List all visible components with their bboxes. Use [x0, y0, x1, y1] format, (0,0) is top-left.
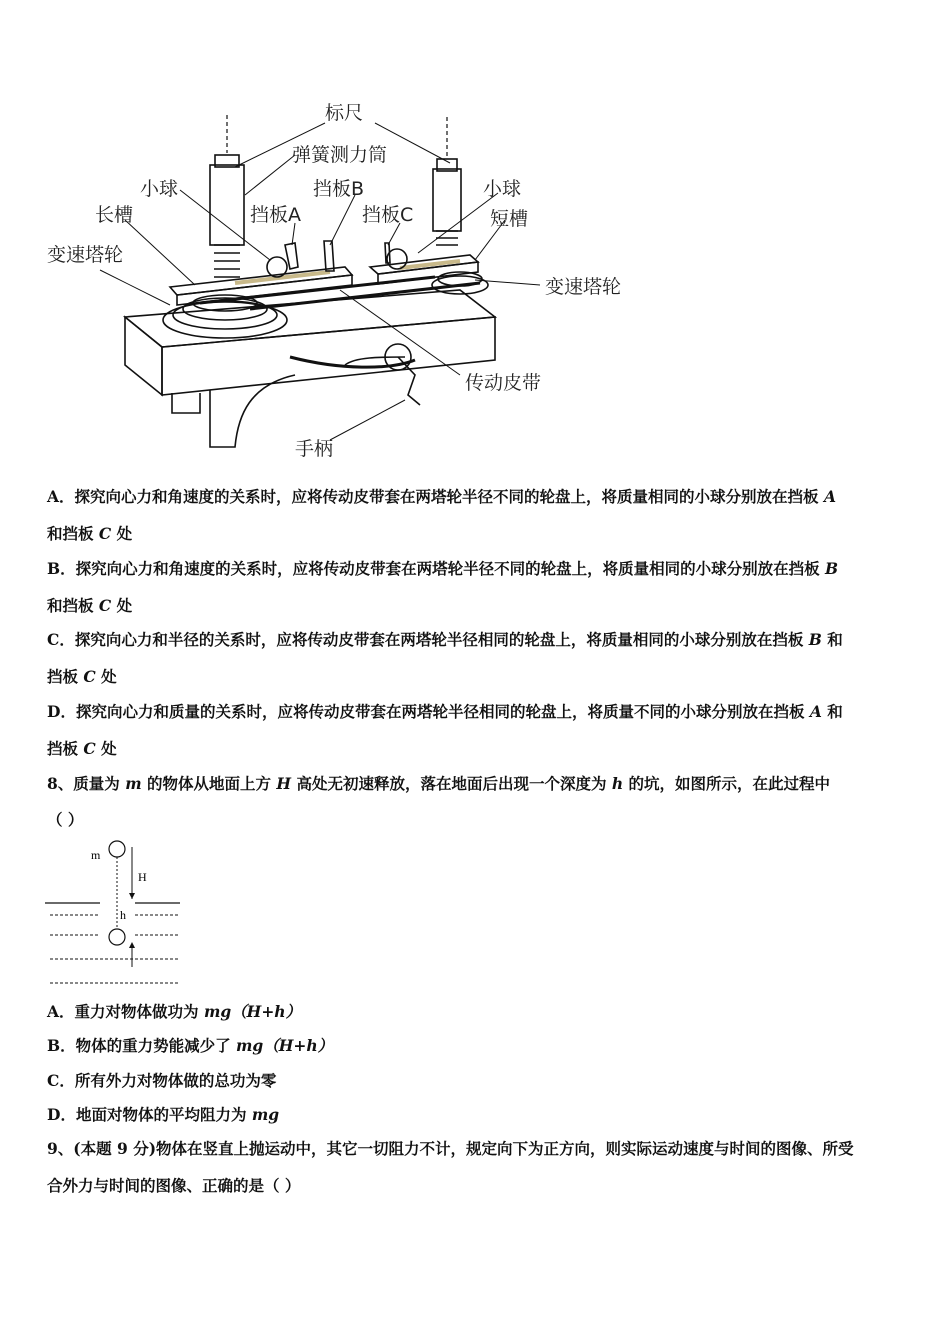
ball-top: [109, 841, 125, 857]
label-long-groove: 长槽: [95, 204, 134, 226]
label-baffle-b: 挡板B: [313, 178, 365, 200]
label-spring-tube: 弹簧测力筒: [292, 144, 388, 166]
label-ball-left: 小球: [140, 178, 179, 200]
q7-option-d-line2: 挡板 C 处: [47, 739, 117, 758]
q7-option-b-line2: 和挡板 C 处: [47, 596, 133, 615]
q8-option-a: A．重力对物体做功为 mg（H+h）: [47, 1002, 302, 1021]
spring-tube-right: [433, 117, 461, 245]
label-belt: 传动皮带: [465, 372, 542, 394]
label-handle: 手柄: [295, 438, 334, 460]
label-short-groove: 短槽: [490, 208, 529, 230]
label-tower-left: 变速塔轮: [47, 244, 124, 266]
centripetal-apparatus-figure: [40, 95, 650, 470]
ball-bottom: [109, 929, 125, 945]
q8-option-d: D．地面对物体的平均阻力为 mg: [47, 1105, 280, 1124]
label-baffle-a: 挡板A: [250, 204, 301, 226]
falling-object-figure: [40, 835, 190, 995]
label-ruler: 标尺: [325, 102, 364, 124]
baffle-b: [324, 241, 334, 271]
q7-option-c-line1: C．探究向心力和半径的关系时，应将传动皮带套在两塔轮半径相同的轮盘上，将质量相同的小球分别放在挡板 B 和: [47, 630, 843, 649]
q7-option-b-line1: B．探究向心力和角速度的关系时，应将传动皮带套在两塔轮半径不同的轮盘上，将质量相同的小球分别放在挡板 B: [47, 559, 839, 578]
q7-option-d-line1: D．探究向心力和质量的关系时，应将传动皮带套在两塔轮半径相同的轮盘上，将质量不同的小球分别放在挡板 A 和: [47, 702, 843, 721]
q7-option-a-line1: A．探究向心力和角速度的关系时，应将传动皮带套在两塔轮半径不同的轮盘上，将质量相同的小球分别放在挡板 A: [47, 487, 836, 506]
q8-answer-paren: （ ）: [47, 810, 84, 829]
fig2-H-label: H: [138, 870, 147, 884]
spring-tube-left: [210, 115, 244, 277]
base-table: [125, 290, 495, 447]
q8-option-c: C．所有外力对物体做的总功为零: [47, 1071, 277, 1090]
q9-stem-line1: 9、(本题 9 分)物体在竖直上抛运动中，其它一切阻力不计，规定向下为正方向，则实际运动速度与时间的图像、所受: [47, 1139, 854, 1158]
hand-crank: [385, 344, 420, 405]
q7-option-a-line2: 和挡板 C 处: [47, 524, 133, 543]
q8-option-b: B．物体的重力势能减少了 mg（H+h）: [47, 1036, 334, 1055]
fig2-m-label: m: [91, 848, 101, 862]
q9-stem-line2: 合外力与时间的图像、正确的是（ ）: [47, 1176, 301, 1195]
q8-stem: 8、质量为 m 的物体从地面上方 H 高处无初速释放，落在地面后出现一个深度为 h 的坑，如图所示，在此过程中: [47, 774, 831, 793]
q7-option-c-line2: 挡板 C 处: [47, 667, 117, 686]
label-ball-right: 小球: [483, 178, 522, 200]
fig2-h-label: h: [120, 908, 126, 922]
label-tower-right: 变速塔轮: [545, 276, 622, 298]
label-baffle-c: 挡板C: [362, 204, 414, 226]
